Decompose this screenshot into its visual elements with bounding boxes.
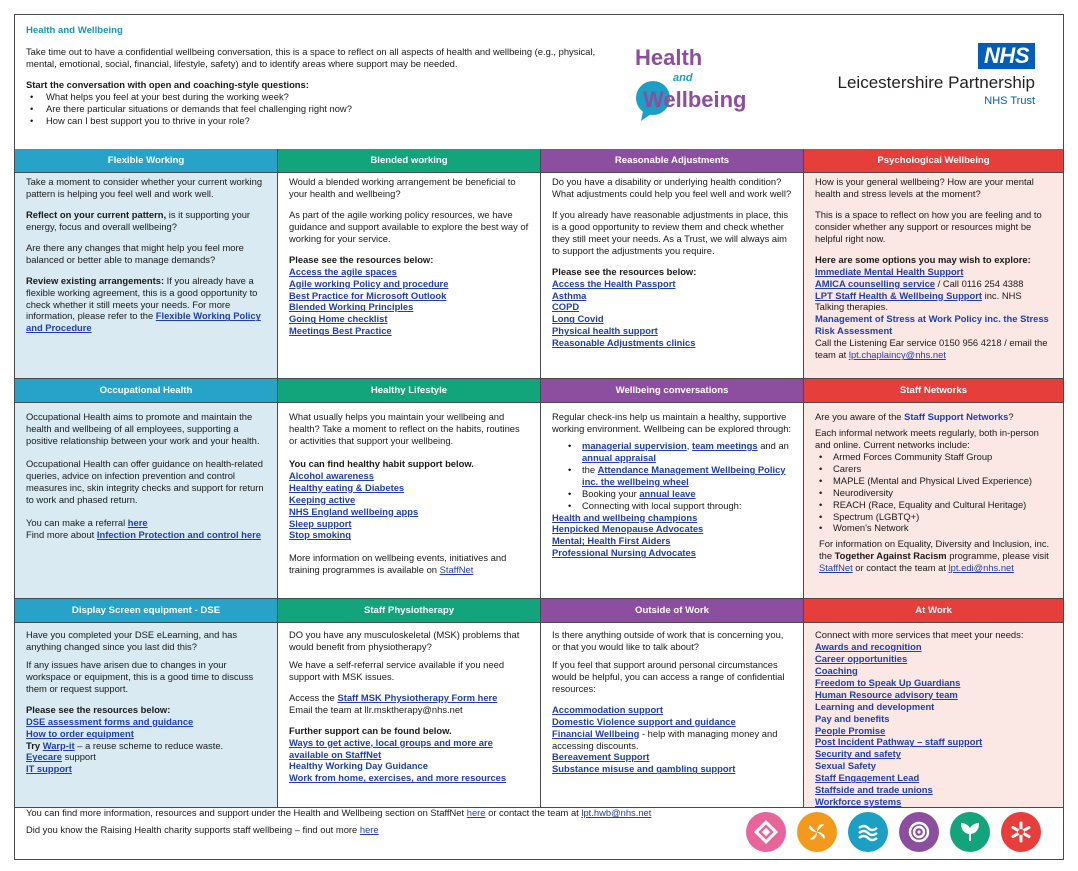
questions-heading: Start the conversation with open and coaching-style questions: — [26, 79, 309, 91]
financial-wellbeing-link[interactable]: Financial Wellbeing — [552, 727, 640, 739]
text: support — [61, 751, 96, 763]
blended-working-panel — [278, 173, 541, 379]
resource-link[interactable]: Mental; Health First Aiders — [552, 535, 671, 547]
staff-physiotherapy-panel — [278, 623, 541, 808]
questions-list — [26, 91, 616, 127]
header-text — [26, 25, 616, 127]
resource-link[interactable]: Awards and recognition — [815, 640, 922, 652]
msk-form-link[interactable]: Staff MSK Physiotherapy Form here — [337, 691, 498, 703]
resource-link[interactable]: Long Covid — [552, 313, 604, 325]
staff-networks-panel — [804, 403, 1063, 599]
health-wellbeing-logo — [635, 45, 765, 135]
resources-heading: Please see the resources below: — [552, 265, 697, 277]
resource-link[interactable]: Henpicked Menopause Advocates — [552, 523, 704, 535]
text: Occupational Health aims to promote and maintain the health and wellbeing of all employees, supporting a positive relationship between your work and your health. — [26, 411, 260, 446]
resource-link[interactable]: Bereavement Support — [552, 751, 650, 763]
list-item — [552, 440, 793, 464]
team-meetings-link[interactable]: team meetings — [691, 439, 758, 451]
hwb-email-link[interactable]: lpt.hwb@nhs.net — [581, 807, 652, 818]
bold-text: Reflect on your current pattern, — [26, 208, 167, 220]
resource-link[interactable]: Blended Working Principles — [289, 301, 414, 313]
leaf-icon — [950, 812, 990, 852]
list-item: • Armed Forces Community Staff Group — [815, 451, 1053, 463]
text: ? — [1008, 411, 1014, 422]
annual-appraisal-link[interactable]: annual appraisal — [582, 451, 656, 463]
section-title-flexible-working: Flexible Working — [15, 149, 278, 173]
resource-link[interactable]: Alcohol awareness — [289, 469, 374, 481]
text: / Call 0116 254 4388 — [935, 277, 1024, 289]
text: or contact the team at — [852, 562, 949, 574]
text: Connect with more services that meet your needs: — [815, 629, 1024, 640]
section-title-staff-networks: Staff Networks — [804, 379, 1063, 403]
resource-grid — [15, 149, 1063, 808]
resource-link[interactable]: IT support — [26, 763, 72, 775]
text: Healthy Working Day Guidance — [289, 760, 428, 772]
resource-link[interactable]: LPT Staff Health & Wellbeing Support — [815, 289, 983, 301]
header — [15, 15, 1063, 150]
section-title-blended-working: Blended working — [278, 149, 541, 173]
pinwheel-icon — [797, 812, 837, 852]
bold-text: Try — [26, 739, 43, 751]
text: Sexual Safety — [815, 760, 876, 772]
infection-protection-link[interactable]: Infection Protection and control here — [96, 528, 261, 540]
staffnet-here-link[interactable]: here — [466, 807, 486, 818]
text: This is a space to reflect on how you are feeling and to consider whether any support or resources might be helpful right now. — [815, 208, 1042, 244]
section-title-wellbeing-conversations: Wellbeing conversations — [541, 379, 804, 403]
staff-support-networks-link[interactable]: Staff Support Networks — [904, 411, 1009, 422]
text: Is there anything outside of work that is concerning you, or that you would like to talk about? — [552, 629, 784, 652]
resource-link[interactable]: Accommodation support — [552, 703, 663, 715]
resource-link[interactable]: Staffside and trade unions — [815, 784, 933, 796]
resource-link[interactable]: Career opportunities — [815, 652, 908, 664]
reasonable-adjustments-panel — [541, 173, 804, 379]
text: , — [686, 439, 692, 451]
text — [289, 552, 530, 576]
logo-word-and: and — [673, 72, 693, 84]
charity-here-link[interactable]: here — [359, 824, 379, 836]
attendance-policy-link[interactable]: Attendance Management Wellbeing Policy inc. the wellbeing wheel — [582, 463, 786, 487]
text — [552, 728, 793, 752]
text — [26, 209, 267, 233]
text: We have a self-referral service available if you need support with MSK issues. — [289, 658, 505, 682]
text: is it supporting your energy, focus and overall wellbeing? — [26, 208, 251, 232]
bold-text: Together Against Racism — [834, 550, 947, 562]
text — [26, 529, 267, 541]
resource-link[interactable]: Stop smoking — [289, 529, 351, 541]
text: If you already have reasonable adjustments in place, this is a good opportunity to review them and check whether they still meet your needs. As a Trust, we will always aim to support the adjustments you require. — [552, 208, 789, 256]
psychological-wellbeing-panel — [804, 173, 1063, 379]
text: You can make a referral — [26, 516, 128, 528]
at-work-panel — [804, 623, 1063, 808]
text: DO you have any musculoskeletal (MSK) problems that would benefit from physiotherapy? — [289, 629, 520, 652]
resource-link[interactable]: Workforce systems — [815, 796, 902, 808]
warp-it-link[interactable]: Warp-it — [42, 739, 75, 751]
text: How is your general wellbeing? How are your mental health and stress levels at the moment? — [815, 176, 1034, 199]
resource-link[interactable]: Management of Stress at Work Policy inc. the Stress Risk Assessment — [815, 313, 1049, 337]
section-title-dse: Display Screen equipment - DSE — [15, 599, 278, 623]
text: Learning and development — [815, 700, 935, 712]
text: Do you have a disability or underlying health condition? What adjustments could help you feel well and work well? — [552, 176, 792, 199]
section-title-staff-physiotherapy: Staff Physiotherapy — [278, 599, 541, 623]
resources-heading: Please see the resources below: — [289, 253, 434, 265]
text: inc. NHS Talking therapies. — [815, 289, 1022, 313]
value-icons — [746, 812, 1041, 852]
staffnet-link[interactable]: StaffNet — [819, 562, 853, 574]
nhs-logo — [815, 43, 1045, 113]
email-link[interactable]: lpt.edi@nhs.net — [948, 562, 1014, 574]
resources-heading: Here are some options you may wish to explore: — [815, 253, 1031, 265]
text: Booking your — [582, 487, 640, 499]
section-title-reasonable-adjustments: Reasonable Adjustments — [541, 149, 804, 173]
text: If any issues have arisen due to changes in your workspace or equipment, this is a good time to discuss them or request support. — [26, 658, 254, 694]
annual-leave-link[interactable]: annual leave — [639, 487, 696, 499]
list-item: • Neurodiversity — [815, 487, 1053, 499]
text: Regular check-ins help us maintain a healthy, supportive working environment. Wellbeing can be explored through: — [552, 411, 792, 434]
nhs-org-name: Leicestershire Partnership — [837, 73, 1035, 92]
nhs-badge: NHS — [978, 43, 1035, 69]
list-item: • Connecting with local support through: — [552, 500, 793, 512]
waves-icon — [848, 812, 888, 852]
intro-text: Take time out to have a confidential wellbeing conversation, this is a space to reflect on all aspects of health and wellbeing (e.g., physical, mental, emotional, social, financial, lifestyle, safety) and to identify areas where support may be needed. — [26, 46, 596, 70]
text — [26, 804, 651, 821]
text — [815, 278, 1053, 290]
conversation-list — [552, 440, 793, 512]
wellbeing-conversations-panel — [541, 403, 804, 599]
resource-link[interactable]: Meetings Best Practice — [289, 325, 392, 337]
referral-link[interactable]: here — [127, 516, 148, 528]
resource-link[interactable]: Post Incident Pathway – staff support — [815, 736, 983, 748]
eyecare-link[interactable]: Eyecare — [26, 751, 62, 763]
logo-word-health: Health — [635, 45, 703, 70]
text: Pay and benefits — [815, 712, 890, 724]
nhs-trust-name: NHS Trust — [984, 95, 1035, 107]
text — [26, 821, 651, 838]
text: If you feel that support around personal circumstances would be helpful, you can access a range of confidential resources: — [552, 658, 785, 694]
text: and an — [757, 439, 789, 451]
outside-of-work-panel — [541, 623, 804, 808]
text: Are you aware of the — [815, 411, 905, 422]
resource-link[interactable]: People Promise — [815, 724, 886, 736]
resource-link[interactable]: NHS England wellbeing apps — [289, 505, 419, 517]
spiral-icon — [899, 812, 939, 852]
resource-link[interactable]: Security and safety — [815, 748, 901, 760]
text: the — [582, 463, 598, 475]
section-title-psychological-wellbeing: Psychological Wellbeing — [804, 149, 1063, 173]
resource-link[interactable]: Coaching — [815, 664, 858, 676]
resource-link[interactable]: Healthy eating & Diabetes — [289, 481, 405, 493]
resources-heading: Please see the resources below: — [26, 703, 171, 715]
footer — [15, 798, 1063, 859]
list-item: • Spectrum (LGBTQ+) — [815, 511, 1053, 523]
resource-link[interactable]: How to order equipment — [26, 727, 134, 739]
resource-link[interactable]: Access the Health Passport — [552, 277, 676, 289]
healthy-lifestyle-panel — [278, 403, 541, 599]
resource-link[interactable]: AMICA counselling service — [815, 277, 935, 289]
section-title-outside-of-work: Outside of Work — [541, 599, 804, 623]
text: – a reuse scheme to reduce waste. — [74, 739, 224, 751]
page-title: Health and Wellbeing — [26, 25, 123, 36]
text — [289, 692, 530, 704]
section-title-healthy-lifestyle: Healthy Lifestyle — [278, 379, 541, 403]
text — [26, 751, 267, 763]
resource-link[interactable]: DSE assessment forms and guidance — [26, 715, 194, 727]
text: Email the team at llr.msktherapy@nhs.net — [289, 703, 463, 715]
resource-link[interactable]: Substance misuse and gambling support — [552, 763, 736, 775]
text — [815, 337, 1053, 361]
resource-link[interactable]: Asthma — [552, 289, 587, 301]
resource-link[interactable]: Agile working Policy and procedure — [289, 277, 449, 289]
supervision-link[interactable]: managerial supervision — [582, 439, 687, 451]
text: What usually helps you maintain your wellbeing and health? Take a moment to reflect on the habits, routines or activities that support your wellbeing. — [289, 411, 520, 446]
question-item: • What helps you feel at your best during the working week? — [26, 91, 616, 103]
resource-link[interactable]: Immediate Mental Health Support — [815, 265, 964, 277]
resources-heading: You can find healthy habit support below. — [289, 457, 474, 469]
wellbeing-document — [14, 14, 1064, 860]
text: If you already have a flexible working agreement, this is a good opportunity to check whether it still meets your needs. For more information, please refer to the — [26, 274, 258, 322]
resource-link[interactable]: Staff Engagement Lead — [815, 772, 920, 784]
resource-link[interactable]: Professional Nursing Advocates — [552, 547, 696, 559]
text — [815, 411, 1053, 423]
email-link[interactable]: lpt.chaplaincy@nhs.net — [848, 349, 946, 361]
flexible-working-policy-link[interactable]: Flexible Working Policy and Procedure — [26, 310, 261, 334]
question-item: • How can I best support you to thrive in your role? — [26, 115, 616, 127]
resource-link[interactable]: Freedom to Speak Up Guardians — [815, 676, 961, 688]
staffnet-link[interactable]: StaffNet — [439, 564, 474, 576]
resource-link[interactable]: COPD — [552, 301, 580, 313]
text — [815, 538, 1053, 574]
text: Call the Listening Ear service 0150 956 4218 / email the team at — [815, 337, 1048, 361]
resource-link[interactable]: Keeping active — [289, 493, 356, 505]
bold-text: Review existing arrangements: — [26, 274, 165, 286]
text: Have you completed your DSE eLearning, and has anything changed since you last did this? — [26, 629, 238, 652]
dse-panel — [15, 623, 278, 808]
resource-link[interactable]: Physical health support — [552, 325, 658, 337]
text — [815, 290, 1053, 314]
star-icon — [1001, 812, 1041, 852]
question-item: • Are there particular situations or demands that feel challenging right now? — [26, 103, 616, 115]
resource-link[interactable]: Ways to get active, local groups and more are available on StaffNet — [289, 736, 493, 760]
text: - help with managing money and accessing discounts. — [552, 727, 778, 751]
text: Would a blended working arrangement be beneficial to your health and wellbeing? — [289, 176, 516, 199]
text: More information on wellbeing events, initiatives and training programmes is available on — [289, 552, 507, 576]
text: Did you know the Raising Health charity supports staff wellbeing – find out more — [26, 824, 360, 836]
diamond-icon — [746, 812, 786, 852]
resource-link[interactable]: Work from home, exercises, and more resources — [289, 772, 507, 784]
logo-word-wellbeing: Wellbeing — [643, 87, 747, 112]
text — [26, 740, 267, 752]
text: As part of the agile working policy resources, we have guidance and support available to explore the best way of working for your service. — [289, 208, 529, 244]
text — [26, 275, 267, 335]
flexible-working-panel — [15, 173, 278, 379]
text: Are there any changes that might help you feel more balanced or better able to manage demands? — [26, 241, 244, 265]
occupational-health-panel — [15, 403, 278, 599]
resources-heading: Further support can be found below. — [289, 724, 452, 736]
text: Take a moment to consider whether your current working pattern is helping you feel well and work well. — [26, 176, 263, 199]
text: Find more about — [26, 528, 97, 540]
text: or contact the team at — [485, 807, 582, 818]
text: programme, please visit — [946, 550, 1049, 562]
text — [26, 517, 267, 529]
resource-link[interactable]: Access the agile spaces — [289, 265, 397, 277]
list-item: • MAPLE (Mental and Physical Lived Experience) — [815, 475, 1053, 487]
resource-link[interactable]: Sleep support — [289, 517, 352, 529]
text: Access the — [289, 691, 338, 703]
list-item — [552, 488, 793, 500]
section-title-occupational-health: Occupational Health — [15, 379, 278, 403]
resource-link[interactable]: Health and wellbeing champions — [552, 511, 698, 523]
section-title-at-work: At Work — [804, 599, 1063, 623]
resource-link[interactable]: Going Home checklist — [289, 313, 388, 325]
list-item — [552, 464, 793, 488]
resource-link[interactable]: Domestic Violence support and guidance — [552, 715, 736, 727]
list-item: • REACH (Race, Equality and Cultural Heritage) — [815, 499, 1053, 511]
text: You can find more information, resources and support under the Health and Wellbeing section on StaffNet — [26, 807, 467, 818]
networks-list — [815, 451, 1053, 535]
resource-link[interactable]: Best Practice for Microsoft Outlook — [289, 289, 447, 301]
resource-link[interactable]: Human Resource advisory team — [815, 688, 958, 700]
resource-link[interactable]: Reasonable Adjustments clinics — [552, 337, 696, 349]
footer-text — [26, 804, 651, 839]
text: Each informal network meets regularly, both in-person and online. Current networks include: — [815, 426, 1039, 450]
list-item: • Women's Network — [815, 522, 1053, 534]
list-item: • Carers — [815, 463, 1053, 475]
text: For information on Equality, Diversity and Inclusion, inc. the — [819, 538, 1050, 562]
text: Occupational Health can offer guidance on health-related queries, advice on infection prevention and control measures inc, skin integrity checks and support for return to work and phased return. — [26, 457, 264, 505]
